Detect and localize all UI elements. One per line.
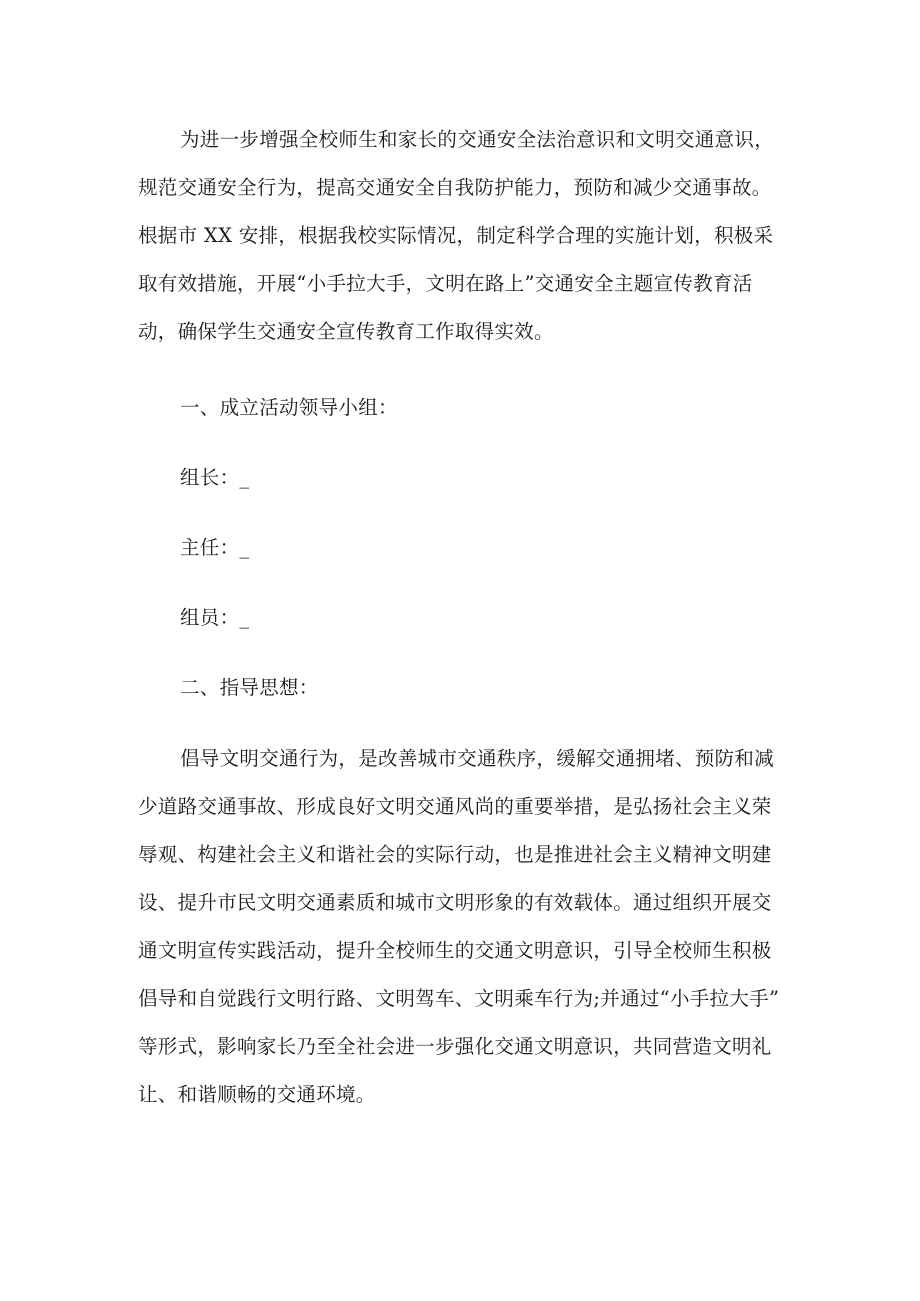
leader-line: 组长：_ <box>180 466 250 489</box>
guiding-line-5: 通文明宣传实践活动，提升全校师生的交通文明意识，引导全校师生积极 <box>138 939 772 962</box>
section2-heading: 二、指导思想： <box>180 676 319 699</box>
intro-line-1: 为进一步增强全校师生和家长的交通安全法治意识和文明交通意识， <box>180 128 775 151</box>
guiding-line-4: 设、提升市民文明交通素质和城市文明形象的有效载体。通过组织开展交 <box>138 891 772 914</box>
guiding-line-7: 等形式，影响家长乃至全社会进一步强化交通文明意识，共同营造文明礼 <box>138 1035 772 1058</box>
intro-line-2: 规范交通安全行为，提高交通安全自我防护能力，预防和减少交通事故。 <box>138 176 772 199</box>
director-line: 主任：_ <box>180 536 250 559</box>
intro-line-4: 取有效措施，开展“小手拉大手，文明在路上”交通安全主题宣传教育活 <box>138 272 753 295</box>
guiding-line-1: 倡导文明交通行为，是改善城市交通秩序，缓解交通拥堵、预防和减 <box>180 747 775 770</box>
member-line: 组员：_ <box>180 606 250 629</box>
section1-heading: 一、成立活动领导小组： <box>180 396 398 419</box>
guiding-line-3: 辱观、构建社会主义和谐社会的实际行动，也是推进社会主义精神文明建 <box>138 843 772 866</box>
guiding-line-2: 少道路交通事故、形成良好文明交通风尚的重要举措，是弘扬社会主义荣 <box>138 795 772 818</box>
guiding-line-6: 倡导和自觉践行文明行路、文明驾车、文明乘车行为;并通过“小手拉大手” <box>138 987 780 1010</box>
guiding-line-8: 让、和谐顺畅的交通环境。 <box>138 1083 376 1106</box>
intro-line-5: 动，确保学生交通安全宣传教育工作取得实效。 <box>138 320 554 343</box>
intro-line-3: 根据市 XX 安排，根据我校实际情况，制定科学合理的实施计划，积极采 <box>138 224 774 247</box>
